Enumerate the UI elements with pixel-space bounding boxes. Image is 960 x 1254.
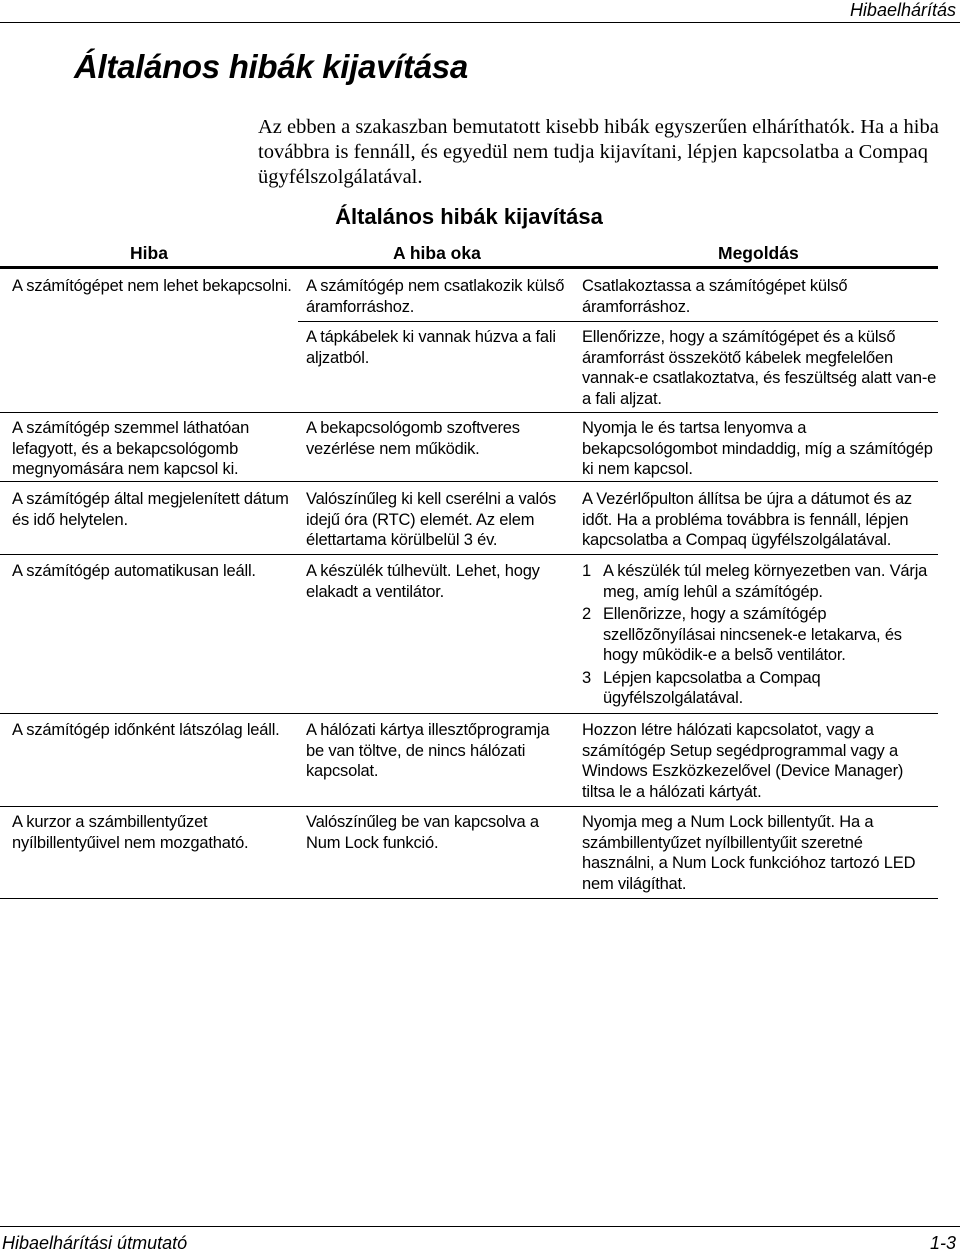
- footer-title: Hibaelhárítási útmutató: [2, 1233, 188, 1253]
- table-row-2-solution: Ellenőrizze, hogy a számítógépet és a külső áramforrást összekötő kábelek megfelelően vannak-e csatlakoztatva, és feszültség alatt van-e a fali aljzat.: [582, 328, 937, 408]
- table-row-3-problem: A számítógép szemmel láthatóan lefagyott, és a bekapcsológomb megnyomására nem kapcsol ki.: [12, 419, 250, 478]
- page-title: Általános hibák kijavítása: [74, 48, 468, 85]
- table-row-6-cause: A hálózati kártya illesztőprogramja be van töltve, de nincs hálózati kapcsolat.: [306, 721, 550, 780]
- row-divider: [0, 554, 938, 555]
- page-number: 1-3: [929, 1233, 956, 1253]
- table-row-5-solution-list: [582, 561, 937, 711]
- table-row-4-solution: A Vezérlőpulton állítsa be újra a dátumot és az időt. Ha a probléma továbbra is fennáll, lépjen kapcsolatba a Compaq ügyfélszolgálatával.: [582, 490, 912, 549]
- list-item: [582, 668, 937, 709]
- row-divider: [298, 321, 938, 322]
- table-row-3-solution: Nyomja le és tartsa lenyomva a bekapcsológombot mindaddig, míg a számítógép ki nem kapcsol.: [582, 419, 933, 478]
- table-row-4-problem: A számítógép által megjelenített dátum és idő helytelen.: [12, 490, 289, 529]
- list-number: 2: [582, 605, 591, 623]
- header-rule: [0, 22, 960, 23]
- table-header-rule: [0, 266, 938, 269]
- table-row-7-problem: A kurzor a számbillentyűzet nyílbillentyűivel nem mozgatható.: [12, 813, 249, 852]
- list-text: A készülék túl meleg környezetben van. Várja meg, amíg lehûl a számítógép.: [603, 562, 928, 601]
- table-row-6-solution: Hozzon létre hálózati kapcsolatot, vagy a számítógép Setup segédprogrammal vagy a Windows Eszközkezelővel (Device Manager) tiltsa le a hálózati kártyát.: [582, 721, 904, 801]
- table-row-7-cause: Valószínűleg be van kapcsolva a Num Lock funkció.: [306, 813, 539, 852]
- table-row-1-solution: Csatlakoztassa a számítógépet külső áramforráshoz.: [582, 277, 848, 316]
- table-row-2-cause: A tápkábelek ki vannak húzva a fali aljzatból.: [306, 328, 556, 367]
- table-row-1-problem: A számítógépet nem lehet bekapcsolni.: [12, 277, 292, 295]
- table-title: Általános hibák kijavítása: [335, 204, 603, 229]
- table-row-5-cause: A készülék túlhevült. Lehet, hogy elakadt a ventilátor.: [306, 562, 540, 601]
- list-text: Ellenõrizze, hogy a számítógép szellõzõnyílásai nincsenek-e letakarva, és hogy mûködik-e a belsõ ventilátor.: [603, 605, 902, 664]
- column-header-cause: A hiba oka: [393, 243, 481, 263]
- list-number: 3: [582, 668, 591, 687]
- table-row-4-cause: Valószínűleg ki kell cserélni a valós idejű óra (RTC) elemét. Az elem élettartama körülbelül 3 év.: [306, 490, 557, 549]
- table-row-1-cause: A számítógép nem csatlakozik külső áramforráshoz.: [306, 277, 565, 316]
- footer-rule: [0, 1226, 960, 1227]
- table-row-3-cause: A bekapcsológomb szoftveres vezérlése nem működik.: [306, 419, 520, 458]
- column-header-problem: Hiba: [130, 243, 168, 263]
- table-row-6-problem: A számítógép időnként látszólag leáll.: [12, 721, 280, 739]
- column-header-solution: Megoldás: [718, 243, 799, 263]
- row-divider: [0, 713, 938, 714]
- list-item: [582, 604, 937, 666]
- table-row-5-problem: A számítógép automatikusan leáll.: [12, 562, 256, 580]
- intro-paragraph: Az ebben a szakaszban bemutatott kisebb hibák egyszerűen elháríthatók. Ha a hiba továbbra is fennáll, és egyedül nem tudja kijavítani, lépjen kapcsolatba a Compaq ügyfélszolgálatával.: [258, 116, 939, 188]
- row-divider: [0, 481, 938, 482]
- row-divider: [0, 412, 938, 413]
- list-item: [582, 561, 937, 602]
- running-header: Hibaelhárítás: [849, 0, 956, 20]
- row-divider: [0, 806, 938, 807]
- list-number: 1: [582, 562, 591, 580]
- table-bottom-rule: [0, 898, 938, 899]
- table-row-7-solution: Nyomja meg a Num Lock billentyűt. Ha a számbillentyűzet nyílbillentyűit szeretné használni, a Num Lock funkcióhoz tartozó LED nem világíthat.: [582, 813, 916, 893]
- list-text: Lépjen kapcsolatba a Compaq ügyfélszolgálatával.: [603, 668, 821, 707]
